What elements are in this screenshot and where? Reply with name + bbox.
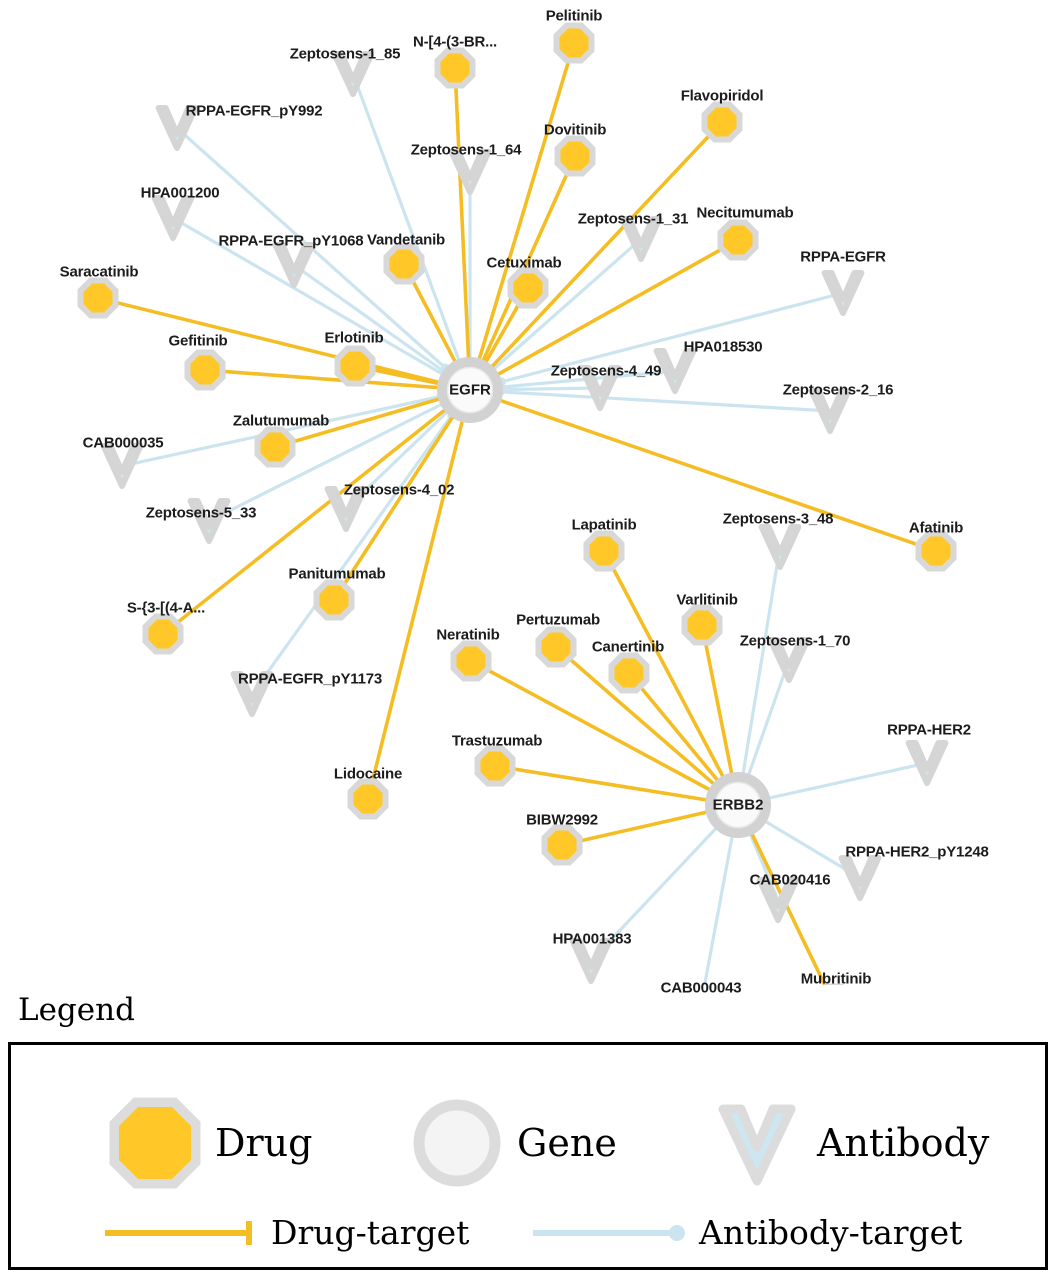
drug-target-edge (470, 390, 936, 551)
antibody-node-label: Zeptosens-5_33 (145, 504, 257, 522)
antibody-node-label: Zeptosens-1_64 (410, 141, 522, 159)
gene-circle-icon (411, 1097, 503, 1189)
antibody-node-label: HPA001200 (140, 184, 220, 202)
legend-label-drug-target: Drug-target (271, 1213, 470, 1252)
antibody-node[interactable] (762, 527, 799, 567)
antibody-node[interactable] (825, 273, 862, 313)
antibody-node[interactable] (842, 858, 879, 898)
drug-node-label: Flavopiridol (680, 87, 764, 105)
drug-node[interactable] (457, 647, 486, 676)
drug-node-label: Lidocaine (333, 765, 403, 783)
drug-node[interactable] (561, 142, 590, 171)
drug-node[interactable] (84, 284, 113, 313)
drug-node[interactable] (514, 274, 543, 303)
drug-node-label: Saracatinib (59, 263, 139, 281)
drug-node-label: S-{3-[(4-A... (126, 599, 206, 617)
drug-node[interactable] (390, 250, 419, 279)
drug-node-label: Vandetanib (366, 231, 446, 249)
legend-label-drug: Drug (215, 1121, 313, 1165)
antibody-node-label: Zeptosens-4_49 (550, 362, 662, 380)
drug-node-label: Gefitinib (168, 332, 228, 350)
drug-target-edge (470, 43, 574, 390)
drug-octagon-icon (109, 1097, 201, 1189)
drug-node-label: Dovitinib (543, 121, 607, 139)
drug-node[interactable] (724, 226, 753, 255)
antibody-node-label: Zeptosens-1_70 (739, 632, 851, 650)
drug-node[interactable] (548, 831, 577, 860)
legend-label-antibody: Antibody (817, 1121, 990, 1165)
antibody-node-label: RPPA-HER2_pY1248 (845, 843, 989, 861)
antibody-node-label: HPA018530 (683, 338, 763, 356)
drug-node[interactable] (590, 537, 619, 566)
drug-node[interactable] (922, 537, 951, 566)
drug-node-label: Neratinib (436, 626, 500, 644)
drug-target-edge (455, 68, 470, 390)
drug-node-label: Varlitinib (676, 591, 738, 609)
antibody-node[interactable] (909, 743, 946, 783)
drug-node-label: Erlotinib (324, 329, 384, 347)
antibody-target-edge (177, 128, 470, 390)
legend-item-drug-target (103, 1213, 469, 1252)
antibody-node[interactable] (155, 198, 192, 238)
antibody-node-label: RPPA-EGFR_pY1173 (237, 670, 383, 688)
drug-node-label: Trastuzumab (451, 732, 543, 750)
antibody-target-edge (738, 547, 780, 805)
drug-node-label: Pertuzumab (516, 611, 600, 629)
drug-node[interactable] (708, 108, 737, 137)
drug-node-label: Canertinib (591, 638, 665, 656)
antibody-node-label: Zeptosens-1_85 (289, 45, 401, 63)
drug-node[interactable] (261, 433, 290, 462)
drug-node[interactable] (560, 29, 589, 58)
antibody-node-label: Zeptosens-4_02 (343, 481, 455, 499)
drug-node[interactable] (191, 356, 220, 385)
antibody-node-label: CAB000043 (660, 979, 742, 997)
antibody-chevron-icon (711, 1097, 803, 1189)
antibody-node-label: Zeptosens-1_31 (577, 210, 689, 228)
drug-node-label: Cetuximab (486, 254, 562, 272)
antibody-node-label: HPA001383 (552, 930, 632, 948)
legend-label-antibody-target: Antibody-target (699, 1213, 963, 1252)
antibody-node[interactable] (104, 446, 141, 486)
drug-node-label: Mubritinib (800, 970, 872, 988)
drug-target-edge-icon (103, 1217, 263, 1249)
legend-label-gene: Gene (517, 1121, 617, 1165)
legend-item-antibody-target (531, 1213, 962, 1252)
antibody-target-edge-icon (531, 1217, 691, 1249)
legend-item-drug (109, 1097, 312, 1189)
gene-node-label: ERBB2 (712, 796, 764, 814)
legend-item-antibody (711, 1097, 989, 1189)
drug-node[interactable] (441, 54, 470, 83)
drug-node-label: Panitumumab (288, 565, 386, 583)
antibody-node-label: RPPA-EGFR_pY992 (185, 102, 323, 120)
antibody-node-label: CAB000035 (82, 434, 164, 452)
drug-node[interactable] (481, 752, 510, 781)
drug-node-label: N-[4-(3-BR... (412, 33, 498, 51)
drug-node-label: Lapatinib (571, 516, 637, 534)
drug-node[interactable] (354, 785, 383, 814)
legend-title: Legend (18, 992, 135, 1028)
antibody-node-label: RPPA-EGFR_pY1068 (218, 232, 364, 250)
drug-node[interactable] (542, 633, 571, 662)
antibody-node-label: CAB020416 (749, 871, 831, 889)
drug-node[interactable] (341, 352, 370, 381)
gene-node-label: EGFR (449, 381, 491, 399)
antibody-node-label: Zeptosens-2_16 (782, 381, 894, 399)
legend-item-gene (411, 1097, 617, 1189)
drug-node[interactable] (688, 611, 717, 640)
drug-node[interactable] (615, 659, 644, 688)
drug-node-label: Zalutumumab (232, 412, 330, 430)
antibody-node-label: RPPA-EGFR (800, 248, 886, 266)
drug-node[interactable] (149, 620, 178, 649)
antibody-node-label: RPPA-HER2 (887, 721, 971, 739)
legend-box (8, 1042, 1048, 1270)
drug-node-label: Afatinib (908, 519, 964, 537)
drug-node-label: Necitumumab (696, 204, 794, 222)
antibody-node-label: Zeptosens-3_48 (722, 510, 834, 528)
drug-node-label: BIBW2992 (526, 811, 598, 829)
drug-node[interactable] (320, 586, 349, 615)
drug-node-label: Pelitinib (545, 7, 603, 25)
